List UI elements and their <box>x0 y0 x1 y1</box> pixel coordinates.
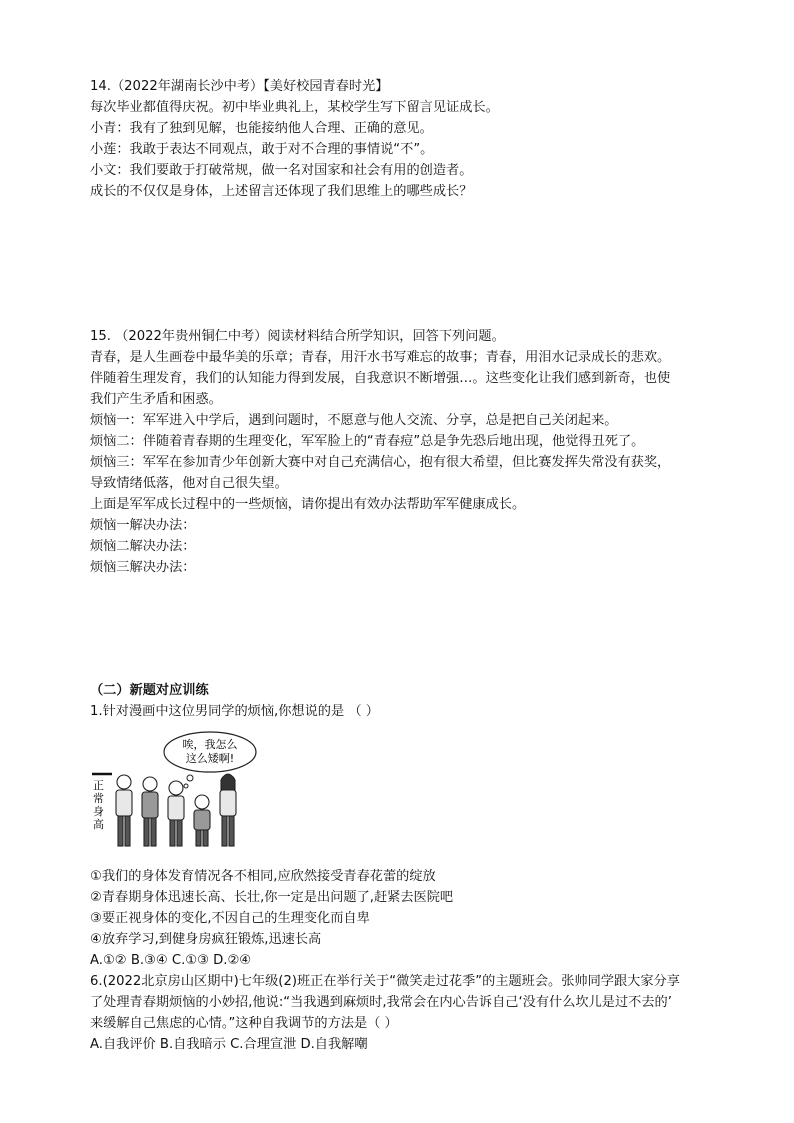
q15-title: 15. （2022年贵州铜仁中考）阅读材料结合所学知识，回答下列问题。 <box>90 329 505 344</box>
q1-choices: A.①② B.③④ C.①③ D.②④ <box>90 953 252 968</box>
q15-paragraph: 我们产生矛盾和困惑。 <box>90 392 222 407</box>
q1-option-3: ③要正视身体的变化,不因自己的生理变化而自卑 <box>90 911 370 926</box>
q15-trouble-3: 烦恼三：军军在参加青少年创新大赛中对自己充满信心，抱有很大希望，但比赛发挥失常没有获奖， <box>90 455 671 470</box>
student-figure-short <box>194 795 210 846</box>
height-label-char: 正 <box>93 779 104 792</box>
q6-stem-cont: 了处理青春期烦恼的小妙招,他说:“当我遇到麻烦时,我常会在内心告诉自己‘没有什么坎儿是过不去的’ <box>90 995 672 1010</box>
q1-stem: 1.针对漫画中这位男同学的烦恼,你想说的是 （ ） <box>90 704 379 719</box>
q14-line: 每次毕业都值得庆祝。初中毕业典礼上，某校学生写下留言见证成长。 <box>90 100 499 115</box>
q15-trouble-1: 烦恼一：军军进入中学后，遇到问题时，不愿意与他人交流、分享，总是把自己关闭起来。 <box>90 413 618 428</box>
q6-stem: 6.(2022北京房山区期中)七年级(2)班正在举行关于“微笑走过花季”的主题班会。张帅同学跟大家分享 <box>90 974 680 989</box>
q15-paragraph: 青春，是人生画卷中最华美的乐章；青春，用汗水书写难忘的故事；青春，用泪水记录成长的悲欢。 <box>90 350 671 365</box>
cartoon-image <box>90 730 270 860</box>
student-figure <box>116 775 132 846</box>
q6-stem-end: 来缓解自己焦虑的心情。”这种自我调节的方法是（ ） <box>90 1016 398 1031</box>
q15-answer-label-2: 烦恼二解决办法： <box>90 539 196 554</box>
student-figure <box>220 774 236 846</box>
q14-line: 小莲：我敢于表达不同观点，敢于对不合理的事情说“不”。 <box>90 142 434 157</box>
bubble-text-1: 唉，我怎么 <box>182 738 238 751</box>
q15-answer-label-3: 烦恼三解决办法： <box>90 560 196 575</box>
q1-option-2: ②青春期身体迅速长高、长壮,你一定是出问题了,赶紧去医院吧 <box>90 890 454 905</box>
height-label-char: 身 <box>93 805 104 818</box>
q1-option-1: ①我们的身体发育情况各不相同,应欣然接受青春花蕾的绽放 <box>90 869 436 884</box>
student-figure <box>142 777 158 846</box>
q6-choices: A.自我评价 B.自我暗示 C.合理宣泄 D.自我解嘲 <box>90 1037 368 1052</box>
q14-question: 成长的不仅仅是身体，上述留言还体现了我们思维上的哪些成长？ <box>90 184 473 199</box>
height-label-char: 高 <box>93 818 104 831</box>
q15-paragraph: 伴随着生理发育，我们的认知能力得到发展，自我意识不断增强…。这些变化让我们感到新奇，也使 <box>90 371 671 386</box>
section-heading: （二）新题对应训练 <box>90 683 209 698</box>
q15-answer-label-1: 烦恼一解决办法： <box>90 518 196 533</box>
q14-line: 小文：我们要敢于打破常规，做一名对国家和社会有用的创造者。 <box>90 163 473 178</box>
q14-title: 14.（2022年湖南长沙中考）【美好校园青春时光】 <box>90 79 389 94</box>
height-label-char: 常 <box>93 792 104 805</box>
q15-trouble-3-cont: 导致情绪低落，他对自己很失望。 <box>90 476 288 491</box>
bubble-text-2: 这么矮啊! <box>185 752 235 765</box>
q14-line: 小青：我有了独到见解，也能接纳他人合理、正确的意见。 <box>90 121 433 136</box>
q15-trouble-2: 烦恼二：伴随着青春期的生理变化，军军脸上的“青春痘”总是争先恐后地出现，他觉得丑死了。 <box>90 434 645 449</box>
q1-option-4: ④放弃学习,到健身房疯狂锻炼,迅速长高 <box>90 932 322 947</box>
student-figure <box>168 781 184 846</box>
q15-prompt: 上面是军军成长过程中的一些烦恼，请你提出有效办法帮助军军健康成长。 <box>90 497 526 512</box>
